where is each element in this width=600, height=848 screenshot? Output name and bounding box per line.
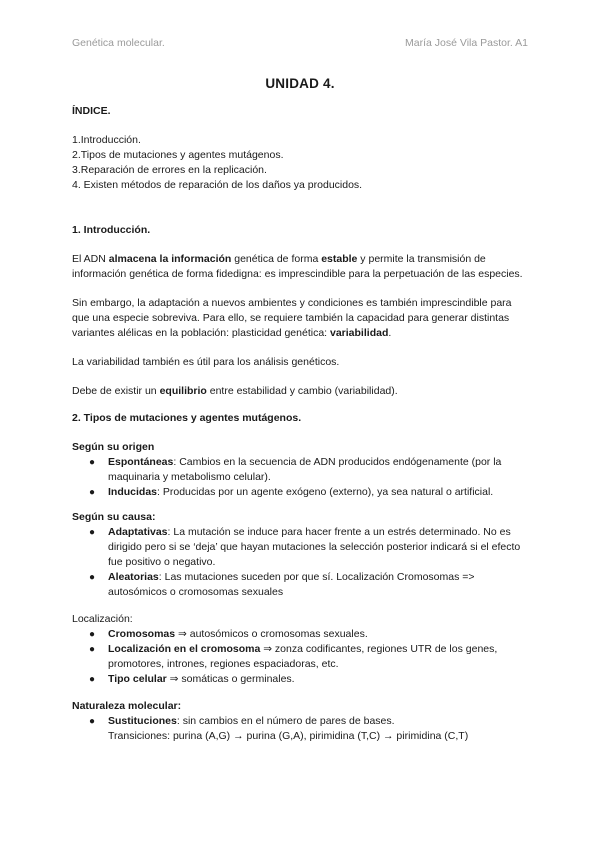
intro-paragraph-2: Sin embargo, la adaptación a nuevos ambientes y condiciones es también imprescindible para que una especie sobreviva. Para ello, se requiere también la capacidad para generar distintas variantes alélicas en la población: plasticidad genética: variabilidad. bbox=[72, 297, 512, 339]
intro-paragraph-1: El ADN almacena la información genética de forma estable y permite la transmisión de información genética de forma fidedigna: es imprescindible para la perpetuación de las especies. bbox=[72, 253, 523, 280]
location-list bbox=[72, 627, 530, 687]
list-item: ● Localización en el cromosoma ⇒ zonza codificantes, regiones UTR de los genes, promotores, intrones, regiones espaciadoras, etc. bbox=[89, 643, 498, 670]
section2-heading: 2. Tipos de mutaciones y agentes mutágenos. bbox=[72, 412, 302, 424]
intro-paragraph-3: La variabilidad también es útil para los análisis genéticos. bbox=[72, 356, 340, 368]
index-heading: ÍNDICE. bbox=[72, 105, 111, 117]
list-item: ● Sustituciones: sin cambios en el número de pares de bases. Transiciones: purina (A,G) → purina (G,A), pirimidina (T,C) → pirimidina (C,T) bbox=[89, 715, 469, 742]
list-item: ● Aleatorias: Las mutaciones suceden por que sí. Localización Cromosomas => autosómicos o cromosomas sexuales bbox=[89, 571, 475, 598]
page-title: UNIDAD 4. bbox=[265, 76, 335, 91]
list-item: ● Inducidas: Producidas por un agente exógeno (externo), ya sea natural o artificial. bbox=[89, 486, 494, 498]
location-heading: Localización: bbox=[72, 613, 133, 625]
header-author: María José Vila Pastor. A1 bbox=[405, 37, 528, 49]
index-item: 1.Introducción. bbox=[72, 134, 141, 146]
index-item: 4. Existen métodos de reparación de los daños ya producidos. bbox=[72, 179, 363, 191]
list-item: ● Tipo celular ⇒ somáticas o germinales. bbox=[89, 673, 295, 685]
cause-list bbox=[72, 525, 530, 600]
list-item: ● Adaptativas: La mutación se induce para hacer frente a un estrés determinado. No es dirigido pero si se ‘deja’ que hayan mutaciones la selección posterior indicará si el efecto fue positivo o negativo. bbox=[89, 526, 521, 568]
index-item: 3.Reparación de errores en la replicación. bbox=[72, 164, 267, 176]
list-item: ● Cromosomas ⇒ autosómicos o cromosomas sexuales. bbox=[89, 628, 368, 640]
molecular-nature-list bbox=[72, 714, 530, 744]
list-item: ● Espontáneas: Cambios en la secuencia de ADN producidos endógenamente (por la maquinaria y metabolismo celular). bbox=[89, 456, 502, 483]
origin-list bbox=[72, 455, 530, 500]
intro-paragraph-4: Debe de existir un equilibrio entre estabilidad y cambio (variabilidad). bbox=[72, 385, 398, 397]
molecular-nature-heading: Naturaleza molecular: bbox=[72, 700, 182, 712]
document-body bbox=[72, 104, 530, 744]
cause-heading: Según su causa: bbox=[72, 511, 156, 523]
section1-heading: 1. Introducción. bbox=[72, 224, 151, 236]
header-course: Genética molecular. bbox=[72, 37, 165, 49]
origin-heading: Según su origen bbox=[72, 441, 155, 453]
index-item: 2.Tipos de mutaciones y agentes mutágenos. bbox=[72, 149, 284, 161]
